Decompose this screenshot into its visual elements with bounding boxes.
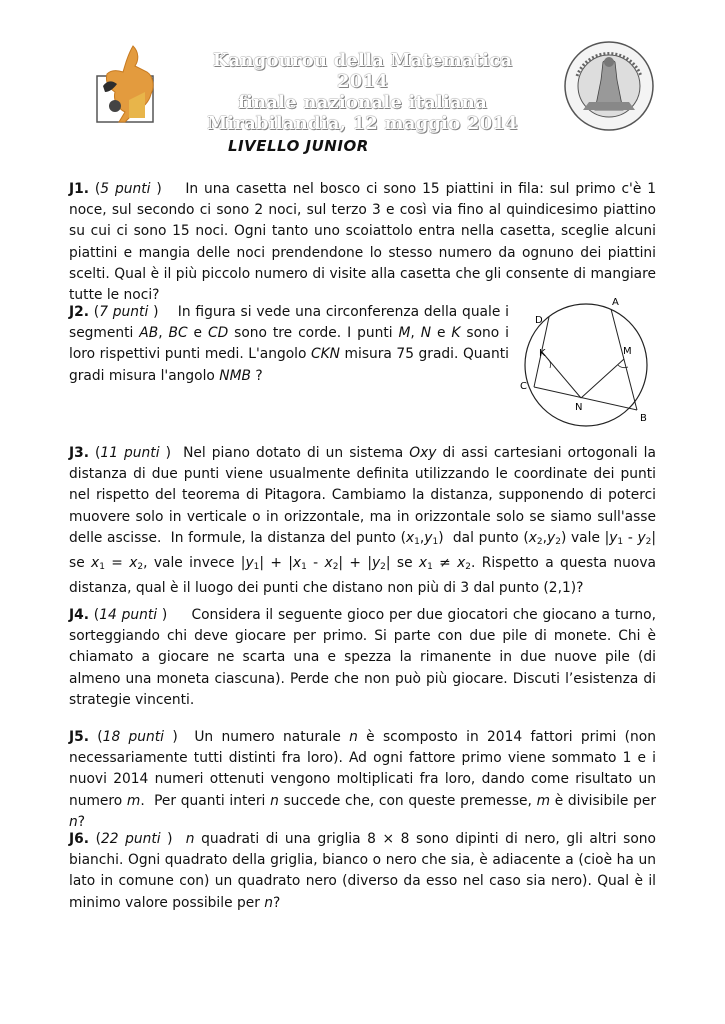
problem-j1: J1. (5 punti ) In una casetta nel bosco ci sono 15 piattini in fila: sul primo c'è 1 noce, sul secondo ci sono 2 noci, sul terzo 3 e così via fino al quindicesimo piattino su cui ci sono 15 noci. Ogni tanto uno scoiattolo entra nella casetta, sceglie alcuni piattini e mangia delle noci prendendone lo stesso numero da ognuno dei piattini scelti. Qual è il più piccolo numero di visite alla casetta che gli consente di mangiare tutte le noci? <box>69 181 657 304</box>
problem-id: J6. <box>69 831 89 847</box>
problem-points: 11 punti <box>100 445 160 461</box>
label-b: B <box>640 413 647 424</box>
header-subtitle: finale nazionale italiana <box>238 92 487 113</box>
header <box>200 50 525 134</box>
university-seal <box>563 40 655 132</box>
problem-j3: J3. (11 punti ) Nel piano dotato di un sistema Oxy di assi cartesiani ortogonali la distanza di due punti viene usualmente definita utilizzando le coordinate dei punti nel rispetto del teorema di Pitagora. Cambiamo la distanza, supponendo di poterci muovere solo in verticale o in orizzontale, ma in orizzontale solo se siamo sull'asse delle ascisse. In formule, la distanza del punto $(x_1,y_1)$ dal punto $(x_2,y_2)$ vale $|y_1 - y_2|$ se $x_1 = x_2$, vale invece $|y_1| + |x_1 - x_2| + |y_2|$ se $x_1 \ne x_2$. Rispetto a questa nuova distanza, qual è il luogo dei punti che distano non più di 3 dal punto (2,1)? <box>69 445 657 597</box>
header-title: Kangourou della Matematica 2014 <box>212 50 513 92</box>
level-title: LIVELLO JUNIOR <box>228 137 369 155</box>
circle-figure <box>512 295 662 435</box>
problem-points: 14 punti <box>99 607 158 623</box>
label-m: M <box>623 346 632 357</box>
kangourou-logo <box>95 42 165 124</box>
header-date: Mirabilandia, 12 maggio 2014 <box>207 113 518 134</box>
problem-j4: J4. (14 punti ) Considera il seguente gioco per due giocatori che giocano a turno, sorteggiando chi deve giocare per primo. Si parte con due pile di monete. Chi è chiamato a giocare ne scarta una e spezza la rimanente in due nuove pile (di almeno una moneta ciascuna). Perde che non può più giocare. Discuti l’esistenza di strategie vincenti. <box>69 607 656 708</box>
problem-points: 18 punti <box>102 729 165 745</box>
problem-j5: J5. (18 punti ) Un numero naturale n è scomposto in 2014 fattori primi (non necessariamente tutti distinti fra loro). Ad ogni fattore primo viene sommato 1 e i nuovi 2014 numeri ottenuti vengono moltiplicati fra loro, dando come risultato un numero m. Per quanti interi n succede che, con queste premesse, m è divisibile per n? <box>69 729 656 830</box>
problem-id: J1. <box>69 181 89 197</box>
problem-text: In una casetta nel bosco ci sono 15 piattini in fila: sul primo c'è 1 noce, sul secondo ci sono 2 noci, sul terzo 3 e così via fino al quindicesimo piattino su cui ci sono 15 noci. Ogni tanto uno scoiattolo entra nella casetta, sceglie alcuni piattini e mangia delle noci prendendone lo stesso numero da ognuno dei piattini scelti. Qual è il più piccolo numero di visite alla casetta che gli consente di mangiare tutte le noci? <box>69 181 657 304</box>
problem-text: Considera il seguente gioco per due giocatori che giocano a turno, sorteggiando chi deve giocare per primo. Si parte con due pile di monete. Chi è chiamato a giocare ne scarta una e spezza la rimanente in due nuove pile (di almeno una moneta ciascuna). Perde che non può più giocare. Discuti l’esistenza di strategie vincenti. <box>69 607 656 708</box>
problem-j2: J2. (7 punti ) In figura si vede una circonferenza della quale i segmenti AB, BC e CD sono tre corde. I punti M, N e K sono i loro rispettivi punti medi. L'angolo CKN misura 75 gradi. Quanti gradi misura l'angolo NMB ? <box>69 304 509 384</box>
problem-points: 22 punti <box>100 831 161 847</box>
label-d: D <box>535 315 543 326</box>
problem-points: 7 punti <box>99 304 149 320</box>
problem-id: J3. <box>69 445 89 461</box>
label-n: N <box>575 402 583 413</box>
problem-j6: J6. (22 punti ) n quadrati di una griglia 8 × 8 sono dipinti di nero, gli altri sono bianchi. Ogni quadrato della griglia, bianco o nero che sia, è adiacente a (cioè ha un lato in comune con) un quadrato nero (diverso da esso nel caso sia nero). Qual è il minimo valore possibile per n? <box>69 831 656 911</box>
label-k: K <box>539 348 546 359</box>
problem-id: J5. <box>69 729 89 745</box>
problem-id: J2. <box>69 304 89 320</box>
label-c: C <box>520 381 527 392</box>
problem-id: J4. <box>69 607 89 623</box>
label-a: A <box>612 297 619 308</box>
problem-points: 5 punti <box>100 181 151 197</box>
